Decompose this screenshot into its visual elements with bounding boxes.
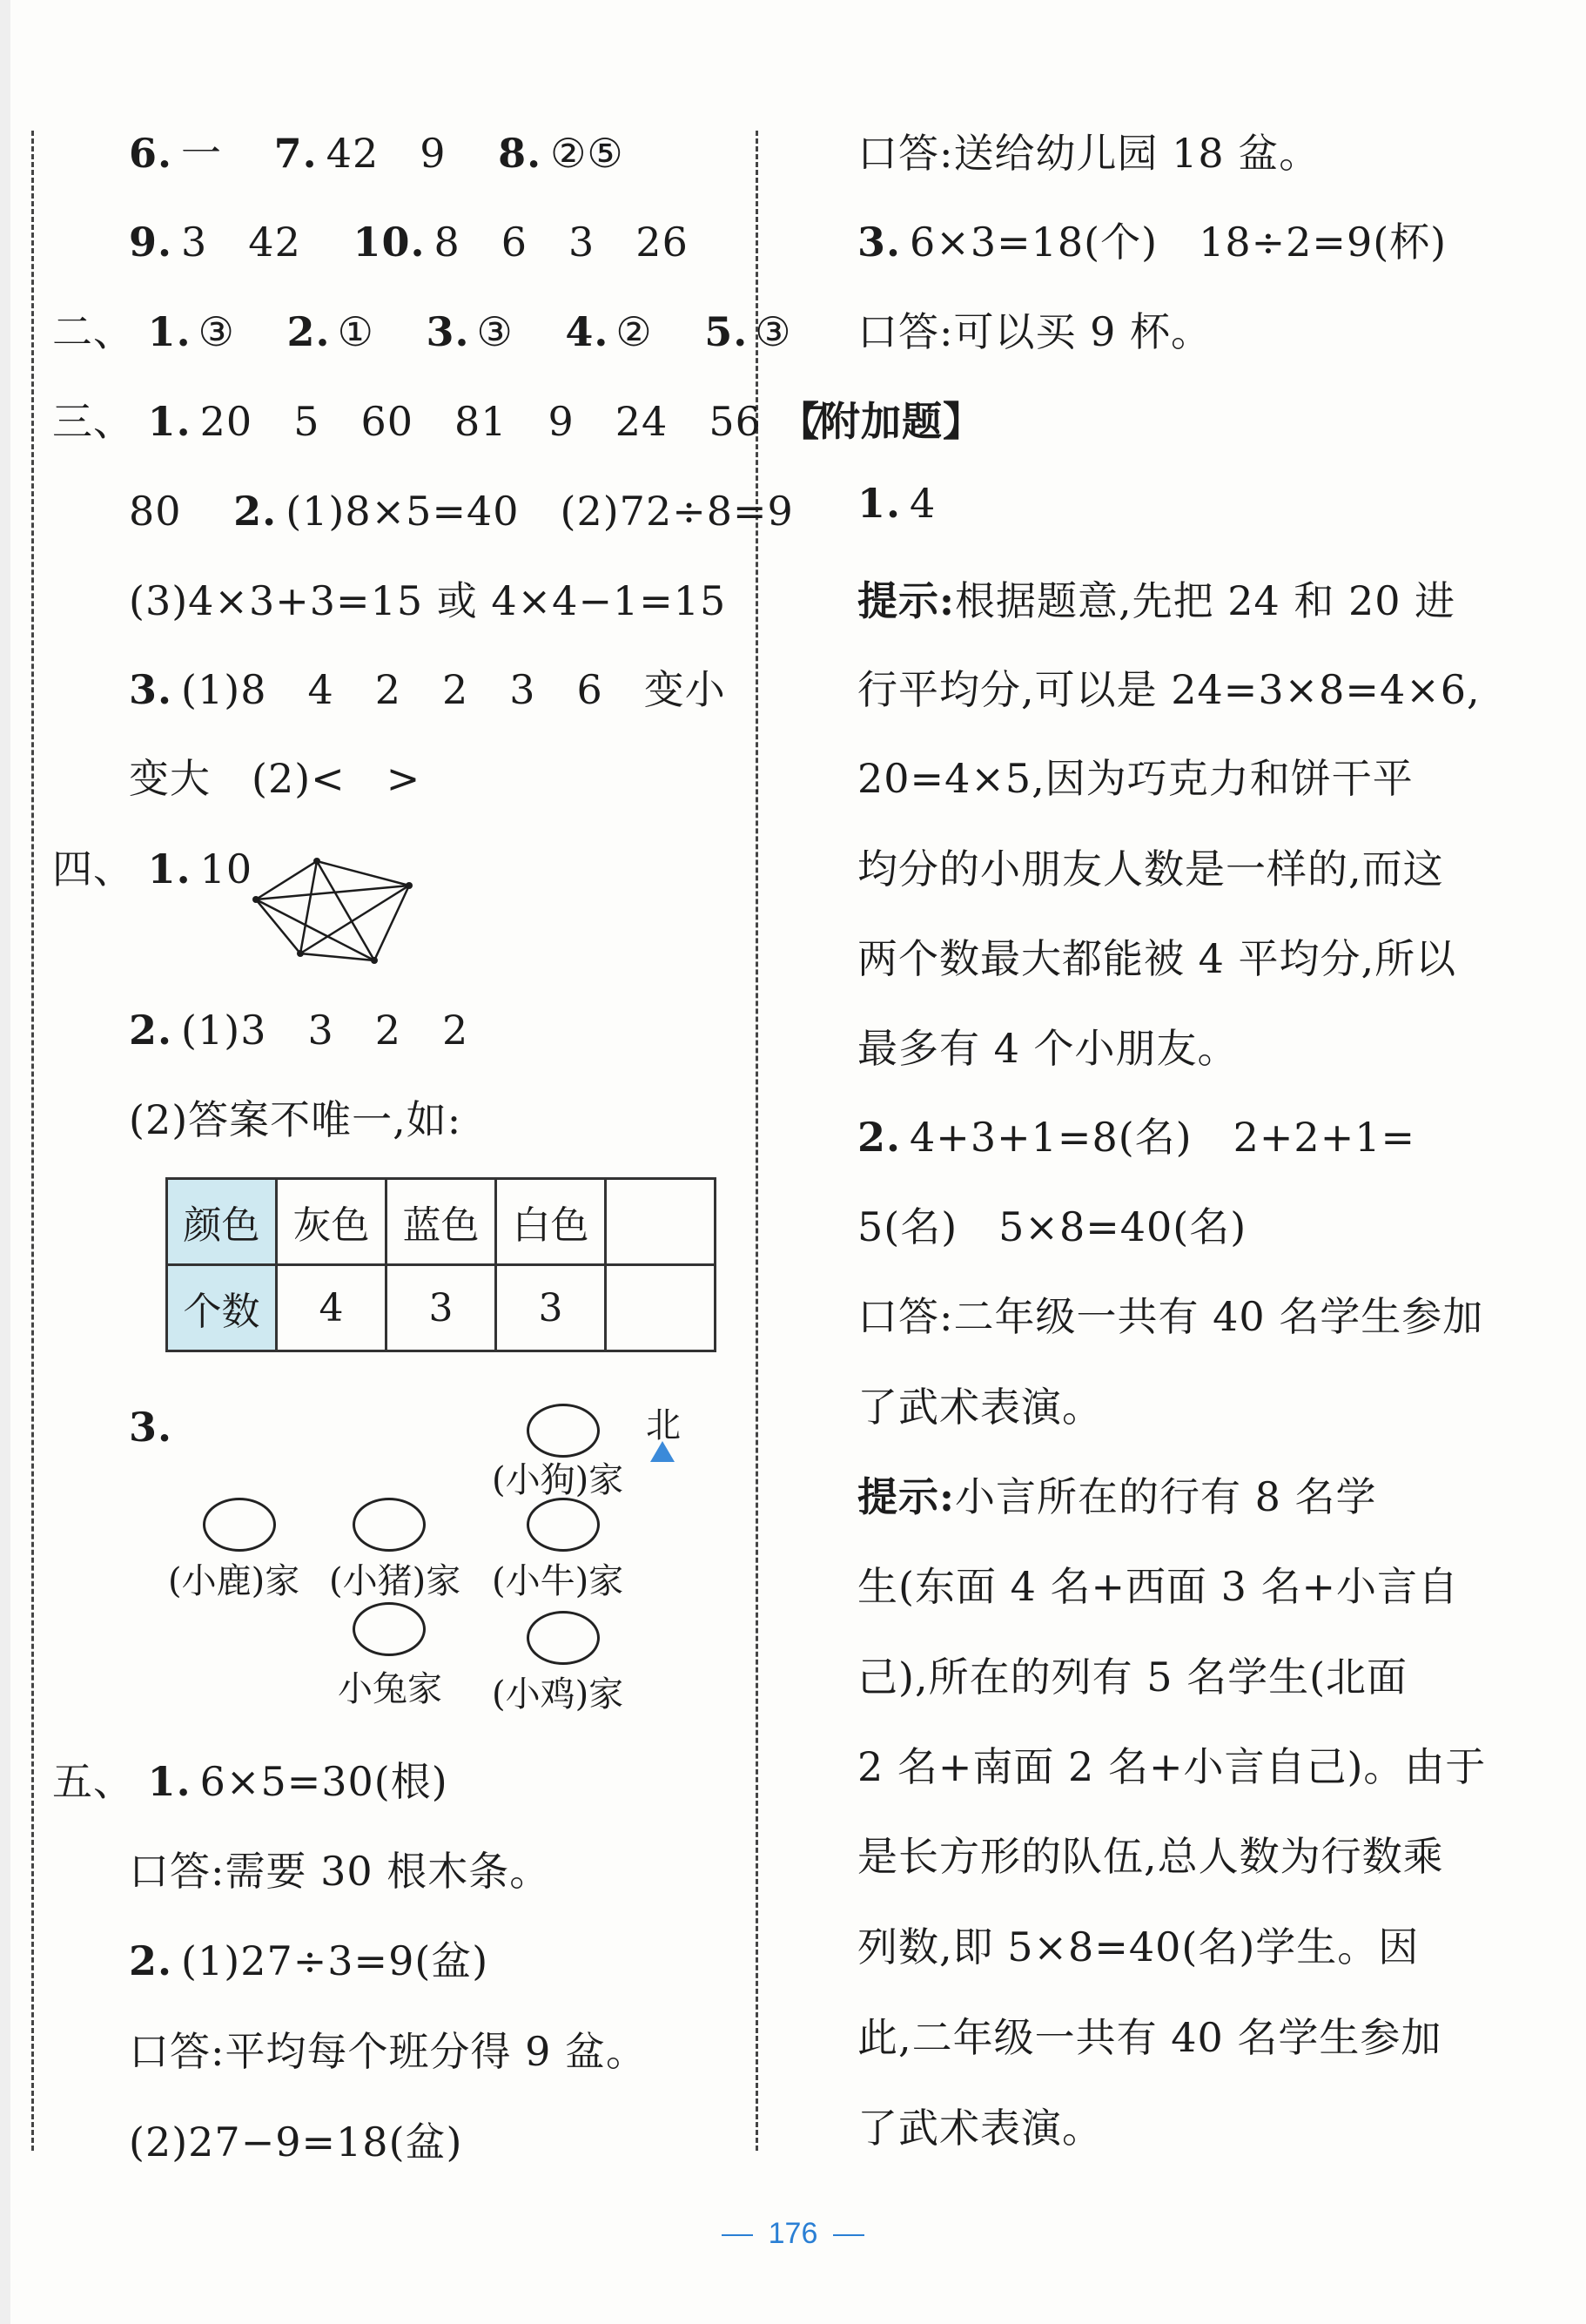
table-cell [606,1179,716,1265]
page-edge [0,0,10,2324]
hint-line: 2 名+南面 2 名+小言自己)。由于 [857,1743,1487,1790]
table-cell [606,1265,716,1351]
hint-line: 生(东面 4 名+西面 3 名+小言自 [857,1563,1460,1610]
item-number: 3. [857,219,902,266]
hint-line: 此,二年级一共有 40 名学生参加 [857,2014,1442,2061]
item-number: 2. [857,1114,902,1161]
answer-text: 口答:需要 30 根木条。 [129,1848,551,1895]
item-number: 1. [147,845,192,893]
table-row [167,1265,716,1351]
hint-line: 行平均分,可以是 24=3×8=4×6, [857,666,1481,713]
answer-text: (2)27−9=18(盆) [129,2119,463,2166]
answer-line [129,658,726,716]
section-heading: 三、 [52,398,134,445]
item-number: 1. [147,1758,192,1805]
house-oval [527,1498,600,1552]
item-number: 7. [273,130,318,177]
table-cell: 个数 [167,1265,277,1351]
item-number: 3. [129,666,173,713]
answer-line [129,1930,488,1987]
answer-line [857,480,936,527]
answer-text: 变大 (2)< > [129,755,421,802]
item-number: 9. [129,219,173,266]
answer-text: ② [615,308,653,355]
answer-line [857,211,1447,268]
item-number: 3. [129,1404,173,1451]
item-number: 1. [147,398,192,445]
answer-line: 了武术表演。 [857,1384,1103,1431]
answer-text: 4 [910,480,937,527]
hint-label: 提示: [857,1473,955,1520]
answer-line [129,1840,550,1897]
hint-line: 列数,即 5×8=40(名)学生。因 [857,1923,1420,1970]
item-number: 6. [129,130,173,177]
house-oval [353,1498,426,1552]
page-number [0,2217,1586,2251]
table-cell: 4 [277,1265,386,1351]
section-heading: 四、 [52,845,134,893]
hint-text: 小言所在的行有 8 名学 [954,1473,1377,1520]
item-number: 1. [857,480,902,527]
answer-text: 10 [199,845,253,893]
answer-text: (3)4×3+3=15 或 4×4−1=15 [129,577,727,624]
bonus-heading: 【附加题】 [779,398,984,445]
answer-text: ③ [198,308,235,355]
answer-line: 5(名) 5×8=40(名) [857,1203,1247,1250]
house-oval [353,1602,426,1656]
answer-line [52,1750,448,1808]
item-number: 5. [704,308,749,355]
item-number: 4. [565,308,609,355]
answer-line [129,122,624,179]
answer-line [129,1088,461,1146]
answer-line [129,2111,462,2168]
table-cell: 3 [496,1265,606,1351]
item-number: 1. [147,308,192,355]
item-number: 10. [353,219,426,266]
rabbit-house-label: 小兔家 [338,1669,442,1709]
answer-line [129,999,468,1056]
table-cell: 蓝色 [386,1179,496,1265]
chicken-house-label: (小鸡)家 [492,1674,624,1714]
pig-house-label: (小猪)家 [329,1561,461,1601]
table-cell: 颜色 [167,1179,277,1265]
answer-text: ②⑤ [550,130,624,177]
table-cell: 3 [386,1265,496,1351]
answer-text: (1)27÷3=9(盆) [181,1937,489,1984]
answer-text: (2)答案不唯一,如: [129,1096,462,1143]
page-number-text: 176 [768,2217,818,2250]
answer-line [129,480,794,537]
answer-text: 8 6 3 26 [433,219,689,266]
table-cell: 白色 [496,1179,606,1265]
answer-text: (1)8 4 2 2 3 6 变小 [181,666,726,713]
answer-line [129,211,689,268]
hint-line: 最多有 4 个小朋友。 [857,1025,1239,1072]
answer-text: 20 5 60 81 9 24 56 7 [199,398,830,445]
pentagram-figure [252,858,427,971]
house-oval [527,1404,600,1458]
hint-line: 两个数最大都能被 4 平均分,所以 [857,935,1457,982]
answer-line [52,838,252,895]
left-margin-line [31,131,34,2151]
answer-text: ③ [755,308,792,355]
answer-text: 口答:平均每个班分得 9 盆。 [129,2028,648,2075]
answer-line [129,2020,647,2078]
item-number: 2. [129,1007,173,1054]
answer-text: ① [337,308,374,355]
answer-text: (1)8×5=40 (2)72÷8=9 [286,488,794,535]
answer-line [52,300,792,358]
north-label: 北 [646,1405,681,1445]
answer-line: 口答:送给幼儿园 18 盆。 [857,130,1321,177]
hint-text: 根据题意,先把 24 和 20 进 [954,577,1456,624]
table-row [167,1179,716,1265]
answer-text: 6×3=18(个) 18÷2=9(杯) [910,219,1448,266]
section-heading: 二、 [52,308,134,355]
cow-house-label: (小牛)家 [492,1561,624,1601]
dog-house-label: (小狗)家 [492,1460,624,1500]
answer-text: 6×5=30(根) [199,1758,448,1805]
hint-label: 提示: [857,577,955,624]
hint-line: 己),所在的列有 5 名学生(北面 [857,1654,1408,1701]
hint-line: 20=4×5,因为巧克力和饼干平 [857,755,1414,802]
hint-line: 均分的小朋友人数是一样的,而这 [857,845,1444,893]
answer-text: 一 [181,130,223,177]
answer-text: 3 42 [181,219,301,266]
hint-line: 了武术表演。 [857,2105,1103,2152]
answer-line [129,569,726,627]
answer-text: ③ [476,308,514,355]
answer-text: 80 [129,488,182,535]
hint-line [857,1465,1377,1523]
item-number: 8. [498,130,542,177]
answer-line: 口答:可以买 9 杯。 [857,308,1213,355]
item-number: 2. [233,488,278,535]
answer-text: 42 9 [326,130,447,177]
item-number: 2. [286,308,331,355]
house-oval [203,1498,276,1552]
color-count-table [165,1177,716,1352]
answer-line: 口答:二年级一共有 40 名学生参加 [857,1293,1484,1340]
item-number: 3. [426,308,470,355]
table-cell: 灰色 [277,1179,386,1265]
answer-text: (1)3 3 2 2 [181,1007,469,1054]
hint-line: 是长方形的队伍,总人数为行数乘 [857,1833,1444,1880]
house-oval [527,1611,600,1665]
answer-text: 4+3+1=8(名) 2+2+1= [910,1114,1416,1161]
answer-line [857,1106,1415,1163]
item-number: 2. [129,1937,173,1984]
section-heading: 五、 [52,1758,134,1805]
answer-line [129,747,420,805]
answer-line [52,390,829,448]
north-arrow-icon [650,1441,675,1462]
deer-house-label: (小鹿)家 [168,1561,300,1601]
hint-line [857,569,1455,627]
